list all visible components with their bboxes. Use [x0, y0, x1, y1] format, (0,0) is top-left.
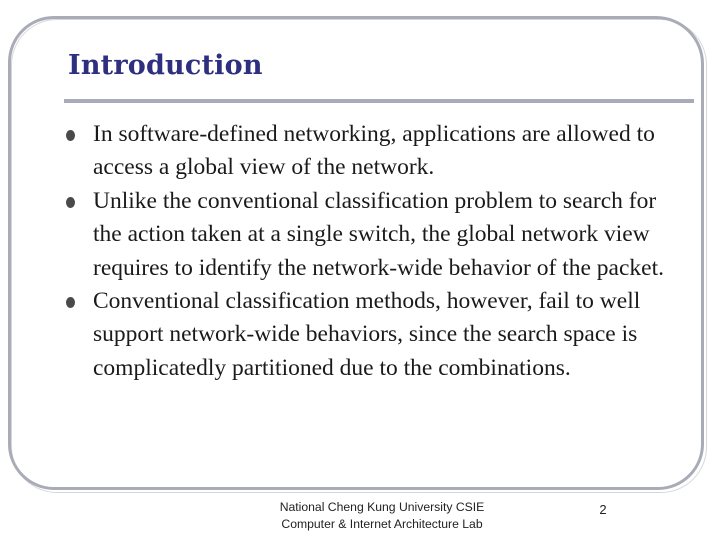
bullet-text: Unlike the conventional classification problem to search for the action taken at a single switch, the global network view requires to identify the network-wide behavior of the packet. — [93, 187, 664, 281]
slide-footer — [252, 499, 512, 533]
footer-lab: Computer & Internet Architecture Lab — [281, 517, 483, 531]
bullet-list — [66, 118, 666, 385]
bullet-item — [66, 118, 666, 185]
bullet-text: In software-defined networking, applications are allowed to access a global view of the network. — [93, 121, 655, 181]
bullet-item — [66, 185, 666, 285]
bullet-text: Conventional classification methods, however, fail to well support network-wide behaviors, since the search space is complicatedly partitioned due to the combinations. — [93, 288, 641, 381]
bullet-item — [66, 285, 666, 385]
bullet-dot-icon — [66, 197, 75, 208]
slide-title: Introduction — [68, 50, 263, 81]
bullet-dot-icon — [66, 297, 75, 308]
bullet-dot-icon — [66, 130, 75, 141]
title-divider — [64, 99, 694, 103]
page-number: 2 — [599, 502, 607, 517]
footer-university: National Cheng Kung University CSIE — [279, 500, 485, 514]
